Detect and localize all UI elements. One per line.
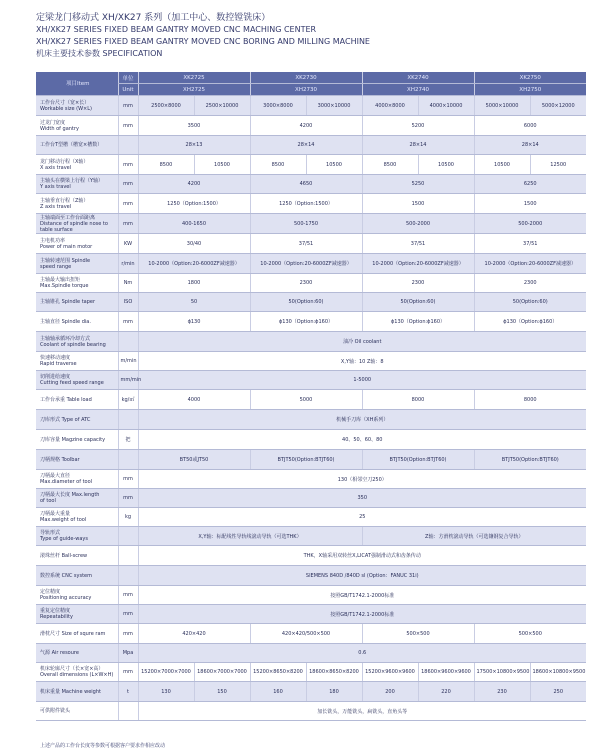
row-item-zh: 过龙门宽度 [40,119,66,126]
table-row [36,430,586,450]
row-value: THK，X轴采用双转丝X,LICAT强制滑动式和齿条传动 [138,546,586,566]
row-value: 0.6 [138,644,586,663]
row-unit: m/min [118,352,138,371]
row-value: 500×500 [362,624,474,644]
row-value: 1800 [138,274,250,293]
row-value: 8000 [474,390,586,410]
row-value: 180 [306,682,362,702]
row-unit: t [118,682,138,702]
row-value: 50(Option:60) [250,293,362,312]
footnote: 上述产品的工作台长度等参数可根据客户要求作相应改动 [40,743,166,749]
table-row [36,410,586,430]
row-item-zh: 重复定位精度 [40,608,71,614]
row-item-zh: 主电机功率 [40,237,66,244]
row-value: 500×500 [474,624,586,644]
row-value: 10-2000（Option:20-6000ZF减速器） [138,254,250,274]
row-value: 按照GB/T1742.1-2000标准 [138,586,586,605]
header-model-xh: XH2740 [362,84,474,96]
row-item-zh: 主轴头在横梁上行程（Y轴） [40,178,104,184]
row-value: 28×14 [474,136,586,155]
row-item-en: Power of main motor [40,243,93,250]
row-item-en: Workable size (W×L) [40,105,92,112]
title-zh: 定梁龙门移动式 XH/XK27 系列（加工中心、数控镗铣床） [36,13,271,23]
row-item-zh: 数控系统 CNC system [40,572,92,579]
row-item [36,390,118,410]
row-unit: ISO [118,293,138,312]
row-item [36,470,118,489]
row-item-en: Y axis travel [40,184,71,190]
table-row [36,644,586,663]
header-item: 项目Item [36,72,118,96]
row-item-zh: 主轴垂直行程（Z轴） [40,197,89,204]
row-item [36,136,118,155]
row-unit [118,136,138,155]
row-value: ϕ130（Option:ϕ160） [362,312,474,332]
row-item-en: Max.Spindle torque [40,283,89,289]
row-item [36,254,118,274]
specification-table [36,72,586,721]
header-model-xh: XH2750 [474,84,586,96]
row-item [36,489,118,508]
row-value: 400-1650 [138,214,250,234]
row-item-zh: 刀柄最大直径 [40,473,71,479]
row-value: 28×14 [362,136,474,155]
row-item-en: Positioning accuracy [40,595,92,601]
header-unit-en: Unit [118,84,138,96]
header-model-xk: XK2725 [138,72,250,84]
table-row [36,586,586,605]
row-value: SIEMENS 840D /840D sl (Option：FANUC 31i) [138,566,586,586]
row-unit: kg/㎡ [118,390,138,410]
table-row [36,489,586,508]
row-value: 18600×10800×9500 [530,663,586,682]
row-unit: 把 [118,430,138,450]
row-item-zh: 刀库形式 Type of ATC [40,416,91,423]
row-value: 15200×8650×8200 [250,663,306,682]
row-item-zh: 滚珠丝杆 Ball-screw [40,552,88,559]
row-item [36,293,118,312]
row-value: 5200 [362,116,474,136]
row-item [36,116,118,136]
table-row [36,136,586,155]
row-item-zh: 定位精度 [40,589,61,595]
row-value: 2300 [250,274,362,293]
row-item [36,586,118,605]
row-value: 50(Option:60) [362,293,474,312]
row-value: 8500 [138,155,194,175]
row-value: 37/51 [250,234,362,254]
row-value: Z轴：方滑枕滚动导轨（可选镶钢复合导轨） [362,527,586,546]
row-value: 8500 [362,155,418,175]
row-value: 12500 [530,155,586,175]
row-item-zh: 主轴轴承循环冷却方式 [40,335,91,342]
table-row [36,508,586,527]
table-row [36,96,586,116]
row-unit [118,566,138,586]
table-row [36,155,586,175]
table-row [36,293,586,312]
row-value: 4200 [138,175,250,194]
row-value: 220 [418,682,474,702]
row-item [36,450,118,470]
row-item-zh: 主轴转速范围 Spindle [40,257,91,264]
row-item-zh: 刀库容量 Magzine capacity [40,436,106,443]
row-value: 4000 [138,390,250,410]
row-value: 3000×8000 [250,96,306,116]
row-item-zh: 工作台T型槽（槽宽×槽数） [40,142,103,148]
row-value: 200 [362,682,418,702]
row-item-en: Width of gantry [40,125,79,132]
row-unit: mm [118,96,138,116]
row-value: 5000 [250,390,362,410]
row-item-en: Cutting feed speed range [40,380,104,386]
row-value: 3000×10000 [306,96,362,116]
row-unit: Nm [118,274,138,293]
row-value: 8000 [362,390,474,410]
table-row [36,214,586,234]
row-item-zh: 主轴端面至工作台面距离 [40,214,96,221]
row-item-zh: 气源 Air resoure [40,650,79,656]
row-value: 按照GB/T1742.1-2000标准 [138,605,586,624]
header-model-xk: XK2730 [250,72,362,84]
row-value: 2500×10000 [194,96,250,116]
row-value: 28×14 [250,136,362,155]
row-value: BT50或JT50 [138,450,250,470]
row-item-en: Type of guide-ways [40,536,88,542]
header-model-xk: XK2750 [474,72,586,84]
row-value: 500-1750 [250,214,362,234]
row-value: BTJT50(Option:BTJT60) [474,450,586,470]
table-header-row [36,84,586,96]
table-row [36,702,586,721]
row-value: 4650 [250,175,362,194]
row-value: 1250（Option:1500） [250,194,362,214]
table-row [36,450,586,470]
row-value: 2300 [362,274,474,293]
row-value: 10500 [474,155,530,175]
row-item [36,194,118,214]
row-unit: mm/min [118,371,138,390]
row-item-en: Max.weight of tool [40,517,87,523]
row-item-en: Distance of spindle nose to table surface [40,220,108,233]
row-item [36,312,118,332]
row-value: ϕ130 [138,312,250,332]
row-item [36,527,118,546]
row-item-zh: 刀柄最大长度 Max.length [40,492,100,498]
row-item-zh: 滑枕尺寸 Size of squre ram [40,630,106,637]
row-value: 30/40 [138,234,250,254]
table-row [36,352,586,371]
table-row [36,371,586,390]
row-value: ϕ130（Option:ϕ160） [474,312,586,332]
row-item [36,332,118,352]
row-value: 6000 [474,116,586,136]
table-row [36,254,586,274]
row-value: 3500 [138,116,250,136]
header-model-xh: XH2725 [138,84,250,96]
row-item-en: Repeatability [40,614,73,620]
header-model-xk: XK2740 [362,72,474,84]
row-value: 130（相邻空刀250） [138,470,586,489]
row-value: 17500×10800×9500 [474,663,530,682]
row-value: 10-2000（Option:20-6000ZF减速器） [250,254,362,274]
row-value: 37/51 [474,234,586,254]
row-value: 50(Option:60) [474,293,586,312]
row-value: 5000×12000 [530,96,586,116]
row-unit [118,527,138,546]
row-item-zh: 机床轮廓尺寸（长×宽×高） [40,666,104,672]
header-model-xh: XH2730 [250,84,362,96]
table-row [36,116,586,136]
row-item-en: Coolant of spindle bearing [40,341,106,348]
table-row [36,527,586,546]
row-value: 6250 [474,175,586,194]
table-row [36,546,586,566]
row-value: ϕ130（Option:ϕ160） [250,312,362,332]
row-value: 1500 [474,194,586,214]
row-item-en: Overall dimensions (L×W×H) [40,672,114,678]
row-unit [118,450,138,470]
row-item-en: of tool [40,498,56,504]
row-item-zh: 主轴直径 Spindle dia. [40,318,91,325]
row-value: 1500 [362,194,474,214]
row-item-zh: 工作台承重 Table load [40,396,92,403]
row-unit: mm [118,175,138,194]
row-value: 5250 [362,175,474,194]
table-row [36,312,586,332]
row-value: 8500 [250,155,306,175]
row-unit: mm [118,624,138,644]
row-value: 4200 [250,116,362,136]
row-item [36,234,118,254]
row-item-zh: 刀柄规格 Toolbar [40,456,80,463]
row-item [36,352,118,371]
row-value: 28×13 [138,136,250,155]
table-row [36,274,586,293]
row-value: 15200×9600×9600 [362,663,418,682]
row-unit: mm [118,489,138,508]
row-value: 10500 [306,155,362,175]
row-value: 1-5000 [138,371,586,390]
row-value: 4000×10000 [418,96,474,116]
row-value: 18600×7000×7000 [194,663,250,682]
row-unit [118,332,138,352]
row-value: 18600×9600×9600 [418,663,474,682]
row-unit: mm [118,605,138,624]
row-unit: mm [118,586,138,605]
table-row [36,390,586,410]
row-value: 500-2000 [474,214,586,234]
title-en-1: XH/XK27 SERIES FIXED BEAM GANTRY MOVED CNC MACHING CENTER [36,25,317,34]
subtitle: 机床主要技术参数 SPECIFICATION [36,49,163,58]
row-value: 2300 [474,274,586,293]
header-unit-zh: 单位 [118,72,138,84]
row-unit: kg [118,508,138,527]
row-item [36,410,118,430]
row-value: 50 [138,293,250,312]
table-row [36,332,586,352]
table-row [36,234,586,254]
row-unit: Mpa [118,644,138,663]
table-row [36,663,586,682]
row-item-zh: 工作台尺寸（宽×长） [40,99,90,106]
row-item [36,682,118,702]
row-value: 500-2000 [362,214,474,234]
row-value: BTJT50(Option:BTJT60) [250,450,362,470]
row-item [36,175,118,194]
row-item-en: speed range [40,263,72,270]
row-value: 420×420/500×500 [250,624,362,644]
table-row [36,566,586,586]
row-item-zh: 切削进给速度 [40,374,71,380]
row-item [36,274,118,293]
row-value: 37/51 [362,234,474,254]
row-value: X,Y轴：标配线性导轨线滚动导轨（可选THK） [138,527,362,546]
row-value: 40、50、60、80 [138,430,586,450]
row-unit [118,702,138,721]
row-item [36,605,118,624]
row-item-zh: 快速移动速度 [40,355,71,361]
row-item-zh: 机床重量 Machine weight [40,688,101,695]
row-value: 加长铣头，万能铣头，扁铣头，直角头等 [138,702,586,721]
row-item [36,663,118,682]
row-item-en: X axis travel [40,164,72,171]
row-value: 10500 [418,155,474,175]
table-header-row [36,72,586,84]
row-item-zh: 可供附件铣头 [40,708,71,714]
row-value: 5000×10000 [474,96,530,116]
row-value: 230 [474,682,530,702]
row-item [36,644,118,663]
row-item [36,371,118,390]
row-value: 1250（Option:1500） [138,194,250,214]
row-unit: mm [118,214,138,234]
row-item [36,214,118,234]
row-item-zh: 导轨形式 [40,530,61,536]
row-unit: mm [118,194,138,214]
row-value: 10-2000（Option:20-6000ZF减速器） [362,254,474,274]
row-value: 150 [194,682,250,702]
table-row [36,682,586,702]
row-unit [118,410,138,430]
row-item-en: Max.diameter of tool [40,479,93,485]
table-row [36,624,586,644]
row-unit: mm [118,155,138,175]
row-item [36,96,118,116]
table-row [36,175,586,194]
row-unit [118,546,138,566]
row-value: X,Y轴：10 Z轴：8 [138,352,586,371]
row-unit: mm [118,116,138,136]
row-unit: mm [118,663,138,682]
title-en-2: XH/XK27 SERIES FIXED BEAM GANTRY MOVED CNC BORING AND MILLING MACHINE [36,37,370,46]
table-row [36,194,586,214]
row-item [36,508,118,527]
row-unit: r/min [118,254,138,274]
table-row [36,470,586,489]
row-item [36,155,118,175]
row-value: 15200×7000×7000 [138,663,194,682]
row-item [36,546,118,566]
row-unit: KW [118,234,138,254]
row-item-zh: 刀柄最大重量 [40,511,71,517]
row-item [36,624,118,644]
row-unit: mm [118,312,138,332]
row-item [36,430,118,450]
row-value: 2500×8000 [138,96,194,116]
row-value: 18600×8650×8200 [306,663,362,682]
row-value: 机械手刀库（XH系列） [138,410,586,430]
row-item [36,702,118,721]
row-value: 160 [250,682,306,702]
row-value: 油冷 Oil coolant [138,332,586,352]
row-item-zh: 主轴锥孔 Spindle taper [40,299,96,305]
row-item-en: Rapid traverse [40,361,77,367]
row-unit: mm [118,470,138,489]
row-value: 25 [138,508,586,527]
row-item-en: Z axis travel [40,203,72,210]
row-value: 130 [138,682,194,702]
row-value: BTJT50(Option:BTJT60) [362,450,474,470]
row-value: 10-2000（Option:20-6000ZF减速器） [474,254,586,274]
row-value: 420×420 [138,624,250,644]
row-item-zh: 主轴最大输出扭矩 [40,277,81,283]
row-value: 250 [530,682,586,702]
row-value: 350 [138,489,586,508]
row-item-zh: 龙门移动行程（X轴） [40,158,89,165]
row-value: 4000×8000 [362,96,418,116]
table-row [36,605,586,624]
row-item [36,566,118,586]
row-value: 10500 [194,155,250,175]
document-header [36,12,596,60]
